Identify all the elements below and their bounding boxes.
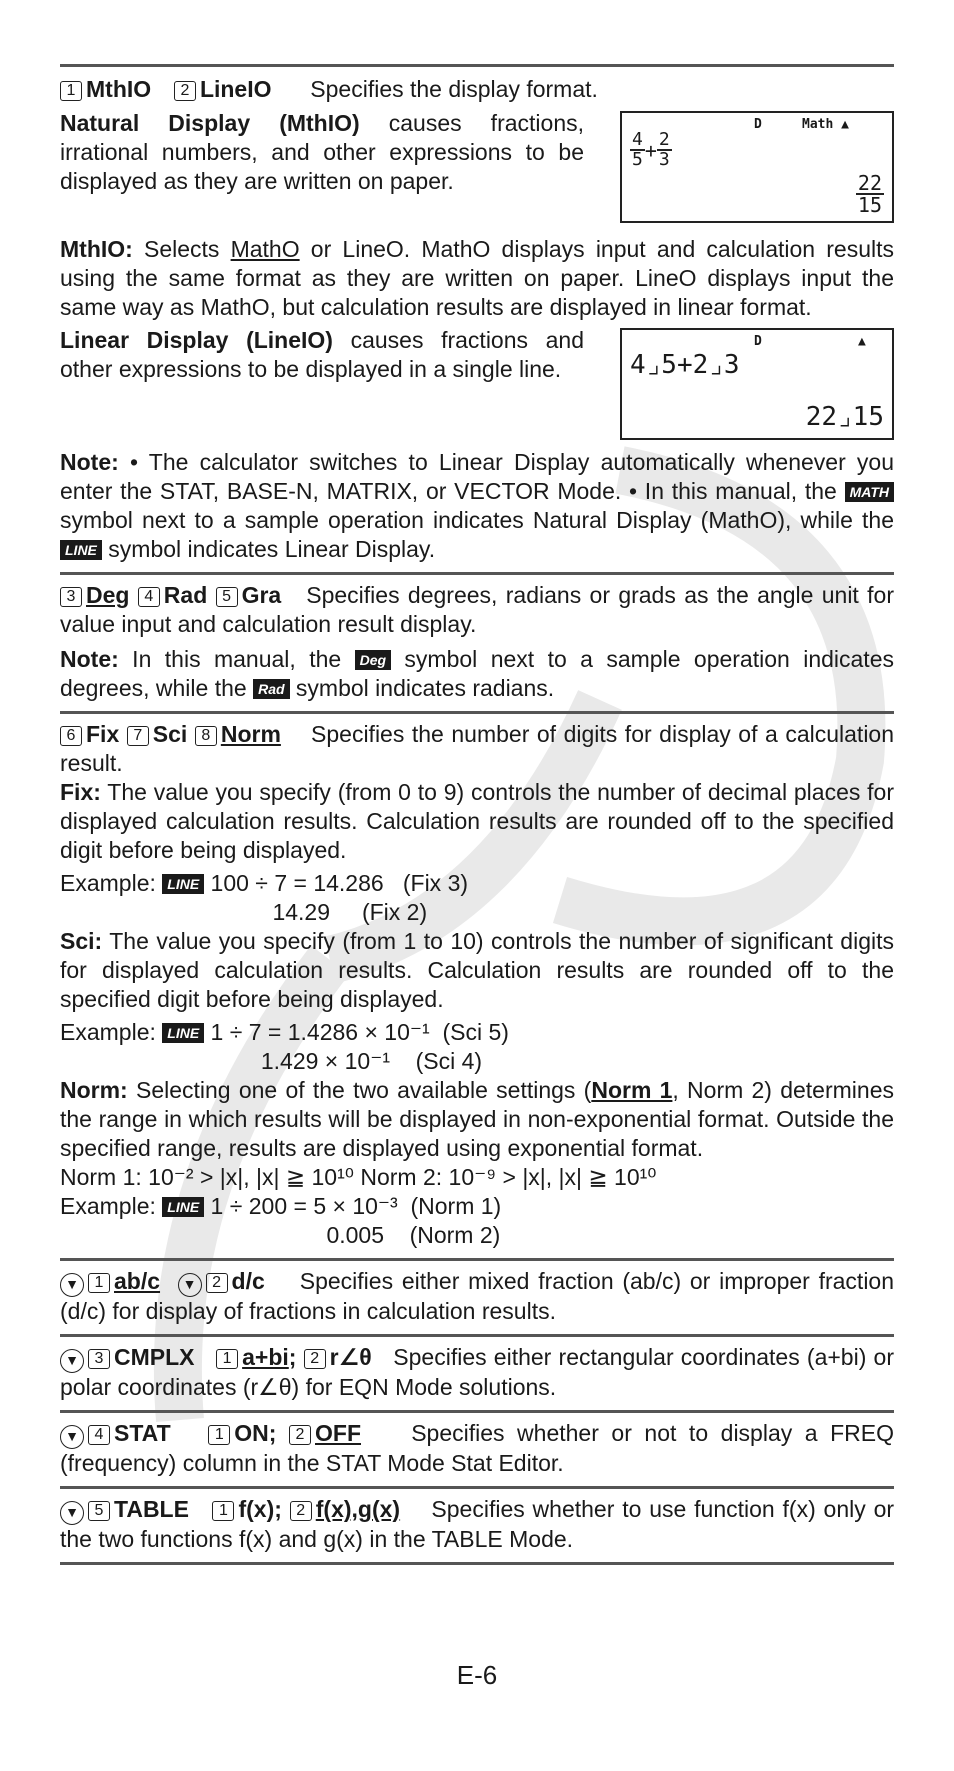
section-stat: ▼ 4 STAT 1 ON; 2 OFF Specifies whether or not to display a FREQ (frequency) column in the STAT Mode Stat Editor. (60, 1420, 895, 1476)
mode-deg: Deg (86, 582, 130, 608)
lcd-output: 22⌟15 (805, 402, 884, 432)
section-description: Specifies degrees, radians or grads as the angle unit for value input and calculation result display. (60, 582, 895, 637)
cursor-down-icon: ▼ (60, 1273, 84, 1297)
section-heading: 3 Deg 4 Rad 5 Gra Specifies degrees, radians or grads as the angle unit for value input and calculation result display. (60, 582, 895, 637)
indicator-d: D (754, 334, 762, 349)
mode-fix: Fix (86, 721, 120, 747)
indicator-d: D (754, 117, 762, 132)
section-cmplx: ▼ 3 CMPLX 1 a+bi; 2 r∠θ Specifies either rectangular coordinates (a+bi) or polar coordinates (r∠θ) for EQN Mode solutions. (60, 1344, 895, 1400)
lcd-linear (620, 328, 894, 440)
key-2: 2 (174, 81, 196, 101)
indicator-arrow: ▲ (858, 334, 866, 349)
mode-sci: Sci (152, 721, 188, 747)
section-rule (60, 1562, 894, 1565)
note-text: Note: • The calculator switches to Linear Display automatically whenever you enter the STAT, BASE-N, MATRIX, or VECTOR Mode. • In this manual, the MATH symbol next to a sample operation indicates Natural Display (MathO), while the LINE symbol indicates Linear Display. (60, 449, 894, 562)
section-description: Specifies the display format. (310, 76, 598, 102)
note-text: Note: In this manual, the Deg symbol next to a sample operation indicates degrees, while the Rad symbol indicates radians. (60, 646, 894, 701)
mode-mthio: MthIO (86, 76, 152, 102)
section-fraction: ▼ 1 ab/c ▼ 2 d/c Specifies either mixed fraction (ab/c) or improper fraction (d/c) for display of fractions in calculation results. (60, 1268, 895, 1324)
lcd-output: $\frac{22}{15}$ (857, 171, 882, 217)
mthio-text: MthIO: Selects MathO or LineO. MathO displays input and calculation results using the same format as they are written on paper. LineO displays input the same way as MathO, but calculation results are displayed in linear format. (60, 236, 894, 320)
section-digits (60, 714, 894, 1258)
mode-norm: Norm (220, 721, 281, 747)
section-display-format (60, 67, 894, 572)
manual-page (60, 64, 894, 1565)
natural-display-row (60, 109, 894, 223)
mode-rad: Rad (163, 582, 208, 608)
fix-example: Example: LINE 100 ÷ 7 = 14.286 (Fix 3) 14.29 (Fix 2) (60, 870, 469, 925)
cursor-down-icon: ▼ (60, 1425, 84, 1449)
page-number: E-6 (456, 1660, 498, 1690)
indicator-math: Math ▲ (802, 117, 849, 132)
lcd-input: $\frac{4}{5}$ + $\frac{2}{3}$ (632, 129, 670, 170)
lcd-input: 4⌟5+2⌟3 (630, 350, 740, 380)
norm-example: Example: LINE 1 ÷ 200 = 5 × 10⁻³ (Norm 1) 0.005 (Norm 2) (60, 1193, 502, 1248)
cursor-down-icon: ▼ (60, 1501, 84, 1525)
sci-text: Sci: The value you specify (from 1 to 10) controls the number of significant digits for displayed calculation results. Calculation results are rounded off to the specified digit before being displayed. (60, 928, 894, 1012)
mode-gra: Gra (241, 582, 282, 608)
linear-display-row (60, 326, 894, 440)
norm-range: Norm 1: 10⁻² > |x|, |x| ≧ 10¹⁰ Norm 2: 10⁻⁹ > |x|, |x| ≧ 10¹⁰ (60, 1164, 657, 1190)
key-1: 1 (60, 81, 82, 101)
lcd-natural (620, 111, 894, 223)
linear-display-text: Linear Display (LineIO) causes fractions and other expressions to be displayed in a single line. (60, 327, 585, 382)
section-description: Specifies the number of digits for display of a calculation result. (60, 721, 895, 776)
fix-text: Fix: The value you specify (from 0 to 9) controls the number of decimal places for displayed calculation results. Calculation results are rounded off to the specified digit before being displayed. (60, 779, 894, 863)
natural-display-text: Natural Display (MthIO) causes fractions, irrational numbers, and other expressions to be displayed as they are written on paper. (60, 110, 584, 194)
badge-line: LINE (60, 540, 102, 560)
badge-rad: Rad (253, 679, 289, 699)
badge-math: MATH (845, 482, 894, 502)
section-table: ▼ 5 TABLE 1 f(x); 2 f(x),g(x) Specifies whether to use function f(x) only or the two functions f(x) and g(x) in the TABLE Mode. (60, 1496, 895, 1552)
sci-example: Example: LINE 1 ÷ 7 = 1.4286 × 10⁻¹ (Sci 5) 1.429 × 10⁻¹ (Sci 4) (60, 1019, 509, 1074)
cursor-down-icon: ▼ (178, 1273, 202, 1297)
section-angle-unit (60, 575, 894, 711)
mode-lineio: LineIO (199, 76, 272, 102)
badge-deg: Deg (355, 650, 391, 670)
section-heading (60, 73, 894, 105)
section-heading: 6 Fix 7 Sci 8 Norm Specifies the number of digits for display of a calculation result. (60, 721, 895, 776)
cursor-down-icon: ▼ (60, 1349, 84, 1373)
norm-text: Norm: Selecting one of the two available settings (Norm 1, Norm 2) determines the range in which results will be displayed in non-exponential format. Outside the specified range, results are displayed using exponential format. (60, 1077, 894, 1161)
